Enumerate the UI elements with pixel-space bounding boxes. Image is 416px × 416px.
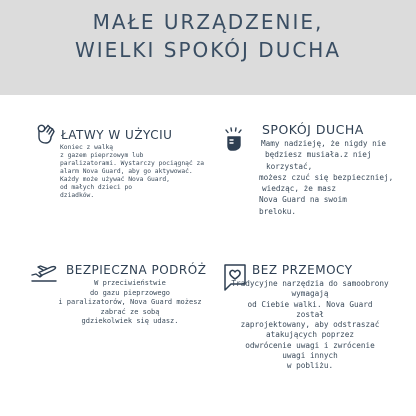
text-line: gdziekolwiek się udasz. <box>81 317 179 325</box>
text-line: Mamy nadzieję, że nigdy nie <box>261 139 386 148</box>
feature-text-peace-of-mind <box>245 138 394 217</box>
page-title-line-1: MAŁE URZĄDZENIE, <box>92 10 324 34</box>
text-line: breloku. <box>259 206 297 216</box>
feature-title-safe-travel: BEZPIECZNA PODRÓŻ <box>66 263 207 277</box>
ok-hand-icon <box>34 122 58 146</box>
text-line: z gazem pieprzowym lub <box>60 152 144 159</box>
text-line: odwrócenie uwagi i zwrócenie <box>245 340 375 350</box>
text-line: korzystać, <box>266 161 313 171</box>
feature-text-safe-travel <box>50 279 210 327</box>
text-line: będziesz musiała.z niej <box>265 150 372 160</box>
text-line: Tradycyjne narzędzia do samoobrony <box>231 279 389 288</box>
page-title <box>0 8 416 64</box>
text-line: W przeciwieństwie <box>94 279 166 287</box>
text-line: wiedząc, że masz <box>262 184 337 194</box>
text-line: w pobliżu. <box>286 361 334 371</box>
text-line: Każdy może używać Nova Guard, <box>60 176 170 183</box>
text-line: wymagają <box>291 289 329 299</box>
text-line: alarm Nova Guard, aby go aktywować. <box>60 168 193 175</box>
feature-title-non-violent: BEZ PRZEMOCY <box>252 263 353 277</box>
text-line: dziadków. <box>60 192 95 199</box>
page-title-line-2: WIELKI SPOKÓJ DUCHA <box>74 38 342 62</box>
feature-text-easy-use <box>60 144 204 200</box>
text-line: zabrać ze sobą <box>100 307 160 316</box>
text-line: od małych dzieci po <box>60 184 133 191</box>
text-line: możesz czuć się bezpieczniej, <box>259 172 394 182</box>
feature-title-peace-of-mind: SPOKÓJ DUCHA <box>262 122 364 137</box>
text-line: Koniec z walką <box>60 144 114 151</box>
text-line: i paralizatorów, Nova Guard możesz <box>58 298 202 306</box>
feature-text-non-violent <box>230 279 390 372</box>
text-line: od Ciebie walki. Nova Guard <box>247 299 373 309</box>
text-line: został <box>296 309 324 319</box>
feature-title-easy-use: ŁATWY W UŻYCIU <box>61 128 173 142</box>
text-line: atakujących poprzez <box>266 330 354 340</box>
text-line: uwagi innych <box>282 351 338 361</box>
text-line: zaprojektowany, aby odstraszać <box>240 320 380 330</box>
text-line: Nova Guard na swoim <box>259 195 347 205</box>
alarm-pull-icon <box>222 126 246 152</box>
text-line: do gazu pieprzowego <box>89 288 171 297</box>
text-line: paralizatorami. Wystarczy pociągnąć za <box>60 160 205 167</box>
header-banner <box>0 0 416 95</box>
